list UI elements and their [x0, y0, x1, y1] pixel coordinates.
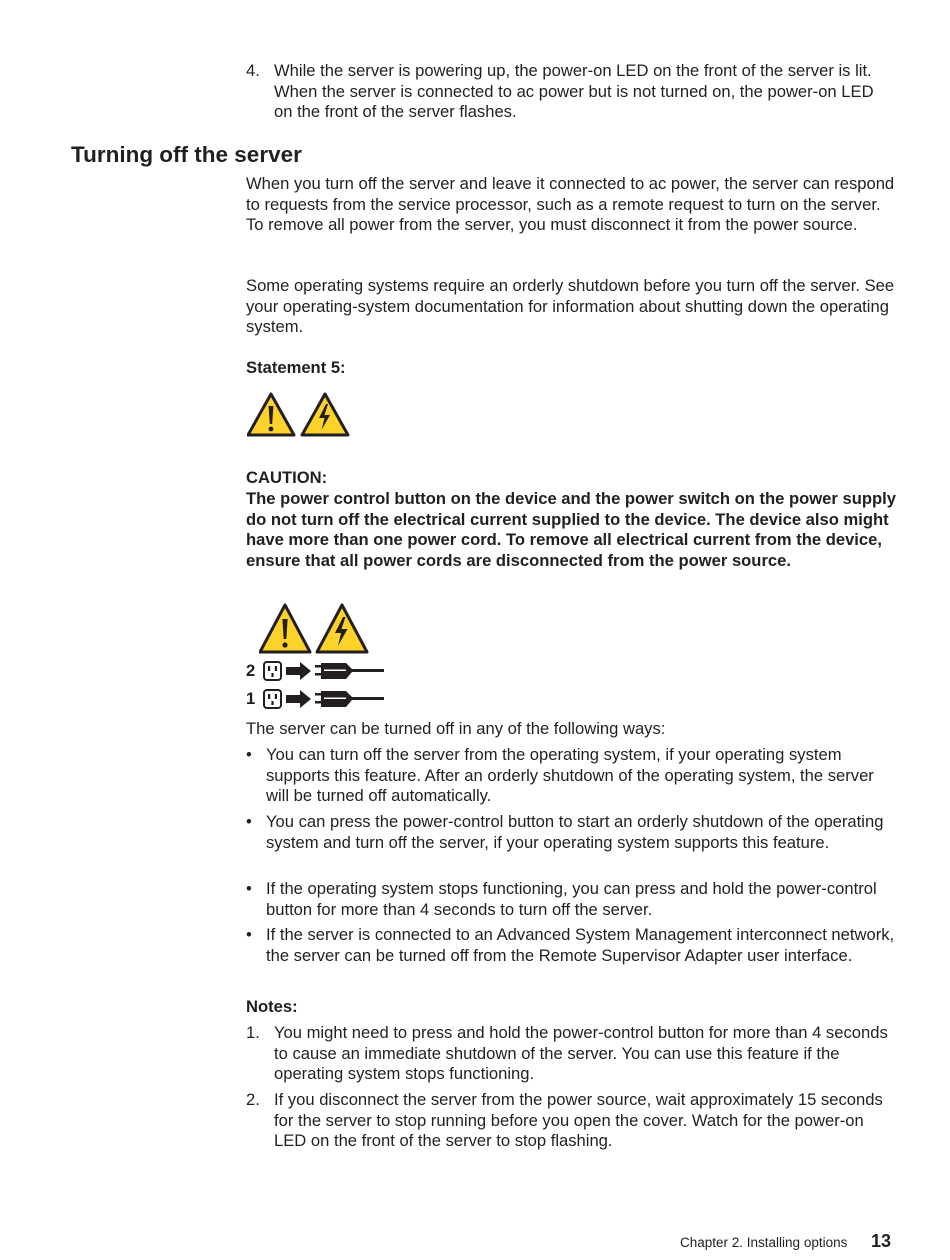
bullet-text: You can turn off the server from the operating system, if your operating system supports this feature. After an orderly shutdown of the operating system, the server will be turned off automatically. [266, 745, 874, 806]
list-item [246, 61, 896, 123]
paragraph: The server can be turned off in any of the following ways: [246, 719, 666, 738]
electrical-hazard-icon [317, 605, 367, 652]
bullet-marker: • [246, 925, 252, 944]
note-text: If you disconnect the server from the power source, wait approximately 15 seconds for the server to stop running before you open the cover. Watch for the power-on LED on the front of the server to stop flashing. [274, 1090, 883, 1151]
caution-text: The power control button on the device and the power switch on the power supply do not turn off the electrical current supplied to the device. The device also might have more than one power cord. To remove all electrical current from the device, ensure that all power cords are disconnected from the power source. [246, 489, 896, 570]
bullet-item [246, 879, 896, 920]
power-cord-row [246, 688, 396, 710]
cord-number: 2 [246, 661, 256, 680]
notes-label: Notes: [246, 997, 298, 1016]
note-item [246, 1090, 896, 1152]
page-number: 13 [871, 1231, 892, 1251]
note-number: 1. [246, 1023, 260, 1042]
arrow-right-icon [286, 662, 311, 680]
power-plug-icon [315, 663, 384, 679]
exclamation-warning-icon [248, 394, 294, 435]
bullet-item [246, 745, 896, 807]
arrow-right-icon [286, 690, 311, 708]
electrical-hazard-icon [302, 394, 348, 435]
note-item [246, 1023, 896, 1085]
footer-chapter: Chapter 2. Installing options [680, 1235, 848, 1250]
bullet-text: If the operating system stops functioning, you can press and hold the power-control button for more than 4 seconds to turn off the server. [266, 879, 877, 919]
power-plug-icon [315, 691, 384, 707]
statement-label: Statement 5: [246, 358, 346, 377]
bullet-item [246, 925, 896, 966]
list-item-text: While the server is powering up, the power-on LED on the front of the server is lit. When the server is connected to ac power but is not turned on, the power-on LED on the front of the server flashes. [274, 61, 874, 122]
bullet-text: If the server is connected to an Advanced System Management interconnect network, the server can be turned off from the Remote Supervisor Adapter user interface. [266, 925, 895, 965]
bullet-marker: • [246, 879, 252, 898]
power-outlet-icon [264, 690, 281, 708]
power-outlet-icon [264, 662, 281, 680]
bullet-item [246, 812, 896, 853]
bullet-marker: • [246, 745, 252, 764]
power-cord-row [246, 660, 396, 682]
paragraph: Some operating systems require an orderly shutdown before you turn off the server. See your operating-system documentation for information about shutting down the operating system. [246, 276, 895, 337]
cord-number: 1 [246, 689, 256, 708]
paragraph: When you turn off the server and leave it connected to ac power, the server can respond to requests from the service processor, such as a remote request to turn on the server. To remove all power from the server, you must disconnect it from the power source. [246, 174, 895, 235]
caution-label: CAUTION: [246, 468, 328, 487]
note-number: 2. [246, 1090, 260, 1109]
power-disconnect-diagram [259, 603, 369, 655]
bullet-marker: • [246, 812, 252, 831]
exclamation-warning-icon [260, 605, 310, 652]
note-text: You might need to press and hold the power-control button for more than 4 seconds to cause an immediate shutdown of the server. You can use this feature if the operating system stops functioning. [274, 1023, 888, 1084]
section-title: Turning off the server [71, 142, 302, 167]
list-item-number: 4. [246, 61, 260, 80]
bullet-text: You can press the power-control button to start an orderly shutdown of the operating system and turn off the server, if your operating system supports this feature. [266, 812, 884, 852]
statement-icons [247, 392, 351, 438]
